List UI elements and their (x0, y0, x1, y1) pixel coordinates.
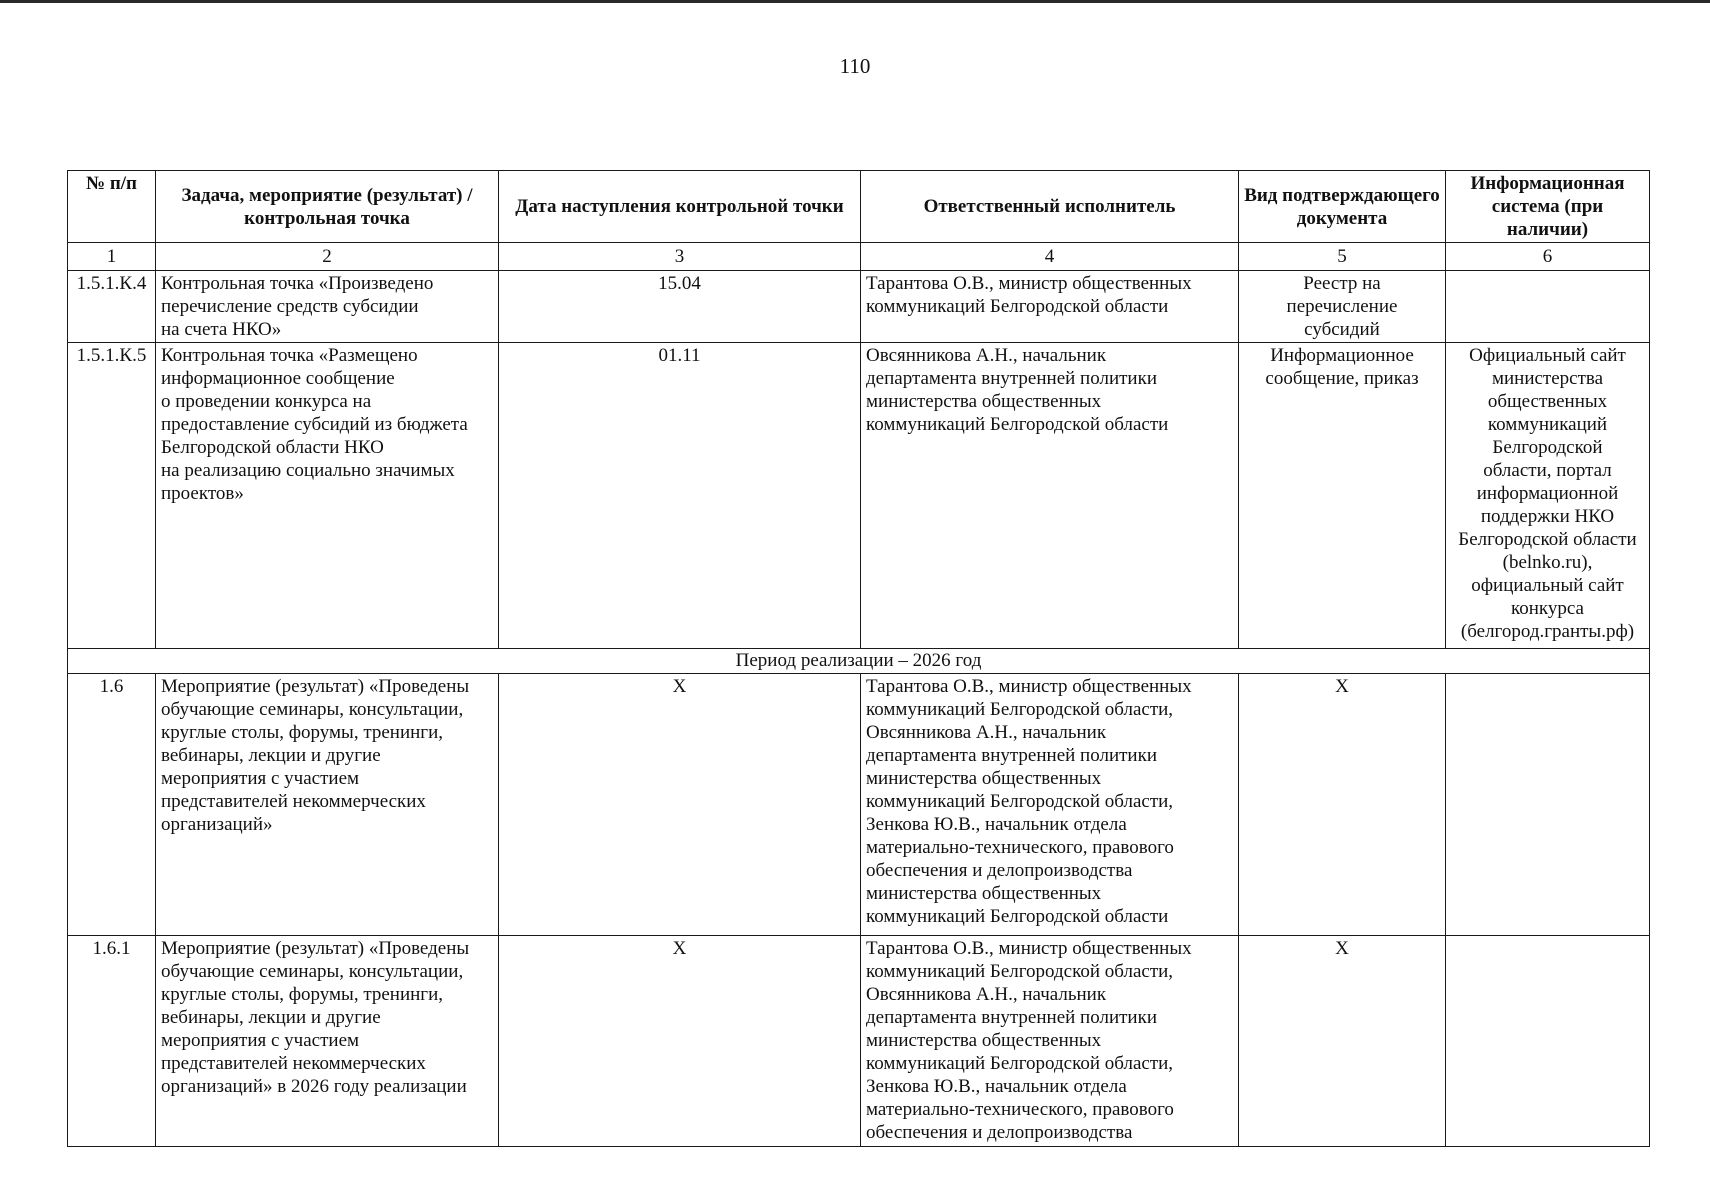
document-cell: Х (1239, 674, 1446, 936)
task-cell: Контрольная точка «Произведено перечисление средств субсидии на счета НКО» (156, 271, 499, 343)
column-number-row (68, 243, 1650, 271)
header-document: Вид подтверждающего документа (1239, 171, 1446, 243)
system-cell (1446, 674, 1650, 936)
row-number-cell: 1.6.1 (68, 936, 156, 1147)
document-cell: Информационное сообщение, приказ (1239, 343, 1446, 649)
implementation-plan-table (67, 170, 1650, 1147)
system-cell: Официальный сайт министерства общественных коммуникаций Белгородской области, портал информационной поддержки НКО Белгородской области (belnko.ru), официальный сайт конкурса (белгород.гранты.рф) (1446, 343, 1650, 649)
executor-cell: Тарантова О.В., министр общественных коммуникаций Белгородской области (861, 271, 1239, 343)
top-border-rule (0, 0, 1710, 3)
header-number: № п/п (68, 171, 156, 243)
row-number-cell: 1.6 (68, 674, 156, 936)
row-number-cell: 1.5.1.К.4 (68, 271, 156, 343)
table-row-1-5-1-k4 (68, 271, 1650, 343)
header-row (68, 171, 1650, 243)
page-number: 110 (839, 54, 871, 78)
column-number-4: 4 (861, 243, 1239, 271)
header-system: Информационная система (при наличии) (1446, 171, 1650, 243)
document-cell: Х (1239, 936, 1446, 1147)
column-number-6: 6 (1446, 243, 1650, 271)
task-cell: Контрольная точка «Размещено информационное сообщение о проведении конкурса на предоставление субсидий из бюджета Белгородской области НКО на реализацию социально значимых проектов» (156, 343, 499, 649)
document-cell: Реестр на перечисление субсидий (1239, 271, 1446, 343)
column-number-5: 5 (1239, 243, 1446, 271)
period-row (68, 649, 1650, 674)
task-cell: Мероприятие (результат) «Проведены обучающие семинары, консультации, круглые столы, форумы, тренинги, вебинары, лекции и другие мероприятия с участием представителей некоммерческих организаций» (156, 674, 499, 936)
date-cell: 01.11 (499, 343, 861, 649)
row-number-cell: 1.5.1.К.5 (68, 343, 156, 649)
column-number-1: 1 (68, 243, 156, 271)
period-label: Период реализации – 2026 год (68, 649, 1650, 674)
table-row-1-6-1 (68, 936, 1650, 1147)
header-date: Дата наступления контрольной точки (499, 171, 861, 243)
executor-text: Тарантова О.В., министр общественных коммуникаций Белгородской области, Овсянникова А.Н., начальник департамента внутренней политики министерства общественных коммуникаций Белгородской области, Зенкова Ю.В., начальник отдела материально-технического, правового обеспечения и делопроизводства (866, 938, 1192, 1143)
column-number-2: 2 (156, 243, 499, 271)
executor-cell (861, 936, 1239, 1147)
table-row-1-5-1-k5 (68, 343, 1650, 649)
executor-cell: Тарантова О.В., министр общественных коммуникаций Белгородской области, Овсянникова А.Н., начальник департамента внутренней политики министерства общественных коммуникаций Белгородской области, Зенкова Ю.В., начальник отдела материально-технического, правового обеспечения и делопроизводства министерства общественных коммуникаций Белгородской области (861, 674, 1239, 936)
date-cell: 15.04 (499, 271, 861, 343)
executor-cell: Овсянникова А.Н., начальник департамента внутренней политики министерства общественных коммуникаций Белгородской области (861, 343, 1239, 649)
system-cell (1446, 936, 1650, 1147)
date-cell: Х (499, 936, 861, 1147)
date-cell: Х (499, 674, 861, 936)
task-cell: Мероприятие (результат) «Проведены обучающие семинары, консультации, круглые столы, форумы, тренинги, вебинары, лекции и другие мероприятия с участием представителей некоммерческих организаций» в 2026 году реализации (156, 936, 499, 1147)
header-task: Задача, мероприятие (результат) / контрольная точка (156, 171, 499, 243)
column-number-3: 3 (499, 243, 861, 271)
system-cell (1446, 271, 1650, 343)
table-row-1-6 (68, 674, 1650, 936)
header-executor: Ответственный исполнитель (861, 171, 1239, 243)
